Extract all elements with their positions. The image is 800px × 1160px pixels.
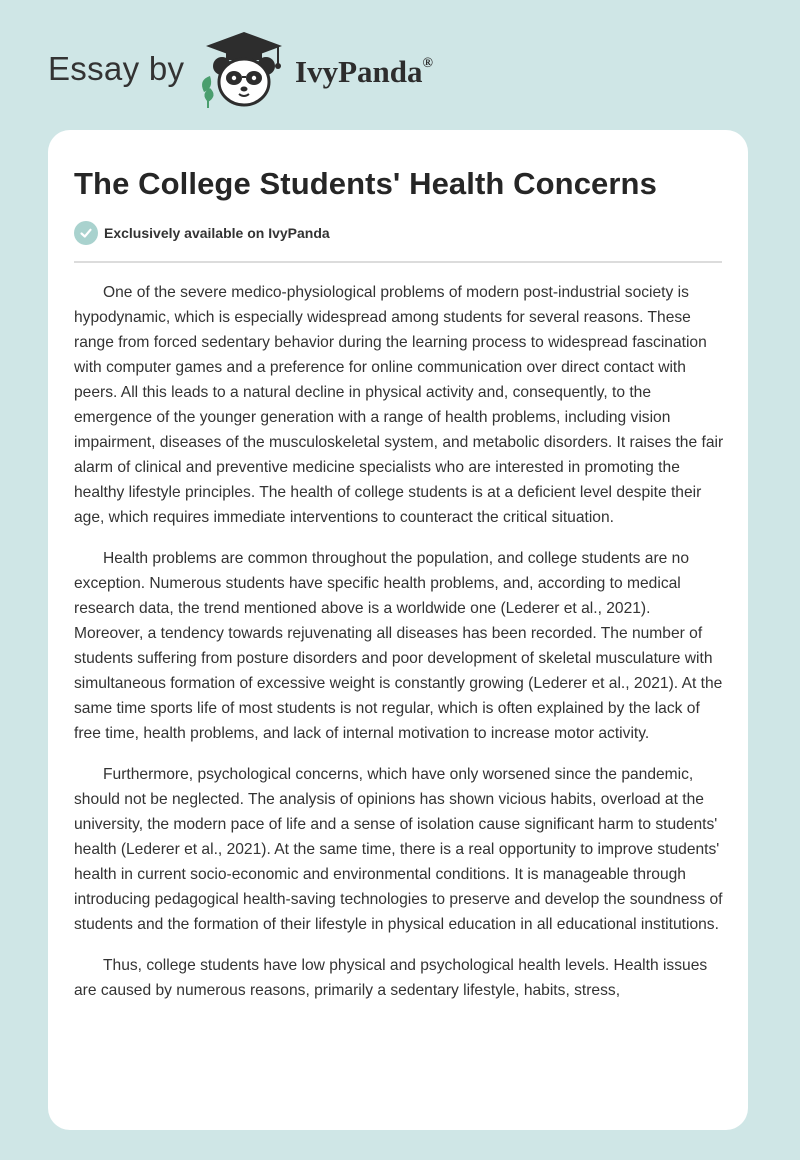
check-circle-icon [74,221,98,245]
exclusive-label: Exclusively available on IvyPanda [104,225,330,241]
essay-body [74,280,724,1019]
essay-paragraph-2: Health problems are common throughout the population, and college students are no exception. Numerous students have specific health problems, and, according to medical research data, the trend mentioned above is a worldwide one (Lederer et al., 2021). Moreover, a tendency towards rejuvenating all diseases has been recorded. The number of students suffering from posture disorders and poor development of skeletal musculature with simultaneous formation of excessive weight is constantly growing (Lederer et al., 2021). At the same time sports life of most students is not regular, which is often explained by the lack of free time, health problems, and lack of internal motivation to increase motor activity. [74,550,723,742]
panda-graduate-icon[interactable] [196,30,292,110]
brand-name[interactable]: IvyPanda® [295,54,433,89]
brand-prefix: Essay by [48,50,185,87]
essay-title: The College Students' Health Concerns [74,166,657,201]
essay-card [48,130,748,1130]
trademark-mark: ® [422,56,433,71]
essay-paragraph-1: One of the severe medico-physiological problems of modern post-industrial society is hypodynamic, which is especially widespread among students for several reasons. These range from forced sedentary behavior during the learning process to widespread fascination with computer games and a preference for online communication over direct contact with peers. All this leads to a natural decline in physical activity and, consequently, to the emergence of the younger generation with a range of health problems, including vision impairment, diseases of the musculoskeletal system, and metabolic disorders. It raises the fair alarm of clinical and preventive medicine specialists who are interested in promoting the healthy lifestyle principles. The health of college students is at a deficient level despite their age, which requires immediate interventions to counteract the critical situation. [74,284,724,526]
essay-paragraph-4: Thus, college students have low physical and psychological health levels. Health issues are caused by numerous reasons, primarily a sedentary lifestyle, habits, stress, [74,957,708,999]
site-header [0,0,800,130]
essay-paragraph-3: Furthermore, psychological concerns, which have only worsened since the pandemic, should not be neglected. The analysis of opinions has shown vicious habits, overload at the university, the modern pace of life and a sense of isolation cause significant harm to students' health (Lederer et al., 2021). At the same time, there is a real opportunity to improve students' health in current socio-economic and environmental conditions. It is manageable through introducing pedagogical health-saving technologies to preserve and develop the soundness of students and the formation of their lifestyle in physical education in all educational institutions. [74,766,723,933]
exclusive-badge [74,221,330,245]
title-divider [74,261,722,263]
